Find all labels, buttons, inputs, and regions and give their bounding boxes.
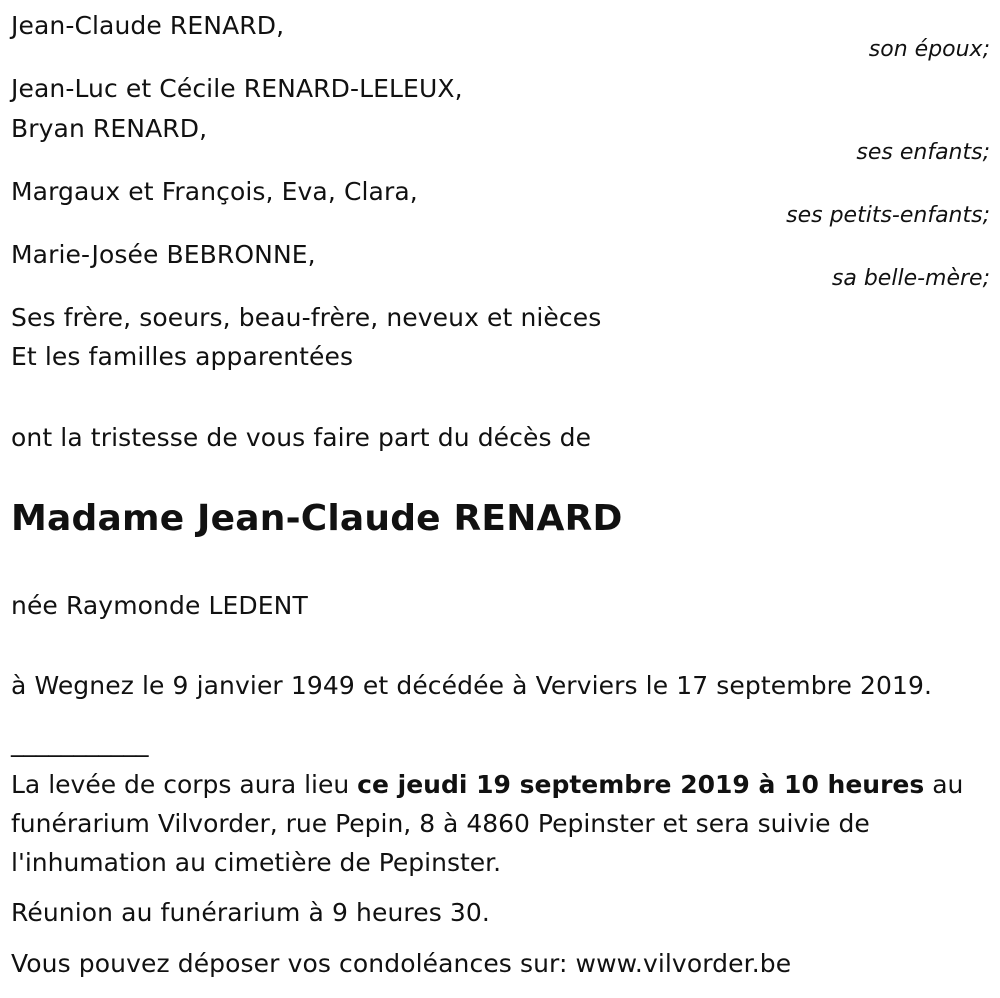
- family-name-line: Margaux et François, Eva, Clara,: [11, 177, 418, 206]
- funeral-details: [11, 765, 986, 882]
- birth-death-dates: à Wegnez le 9 janvier 1949 et décédée à Verviers le 17 septembre 2019.: [11, 671, 933, 700]
- family-relation: son époux;: [868, 37, 990, 62]
- family-name-line: Ses frère, soeurs, beau-frère, neveux et nièces: [11, 303, 602, 332]
- family-name-line: Marie-Josée BEBRONNE,: [11, 240, 316, 269]
- family-name-line: Jean-Luc et Cécile RENARD-LELEUX,: [11, 74, 463, 103]
- separator-line: ___________: [11, 728, 149, 757]
- maiden-name: née Raymonde LEDENT: [11, 591, 308, 620]
- funeral-date-time: ce jeudi 19 septembre 2019 à 10 heures: [357, 770, 925, 799]
- funeral-location: au funérarium Vilvorder, rue Pepin, 8 à 4860 Pepinster et sera suivie de l'inhumation au cimetière de Pepinster.: [11, 770, 964, 877]
- family-name-line: Et les familles apparentées: [11, 342, 354, 371]
- meeting-info: Réunion au funérarium à 9 heures 30.: [11, 898, 490, 927]
- family-relation: ses enfants;: [856, 140, 990, 165]
- family-name-line: Bryan RENARD,: [11, 114, 208, 143]
- funeral-intro: La levée de corps aura lieu: [11, 770, 358, 799]
- announcement-text: ont la tristesse de vous faire part du décès de: [11, 423, 592, 452]
- family-relation: sa belle-mère;: [831, 266, 990, 291]
- family-relation: ses petits-enfants;: [786, 203, 990, 228]
- condolences-info: Vous pouvez déposer vos condoléances sur: www.vilvorder.be: [11, 949, 792, 978]
- family-name-line: Jean-Claude RENARD,: [11, 11, 285, 40]
- deceased-name: Madame Jean-Claude RENARD: [11, 498, 623, 539]
